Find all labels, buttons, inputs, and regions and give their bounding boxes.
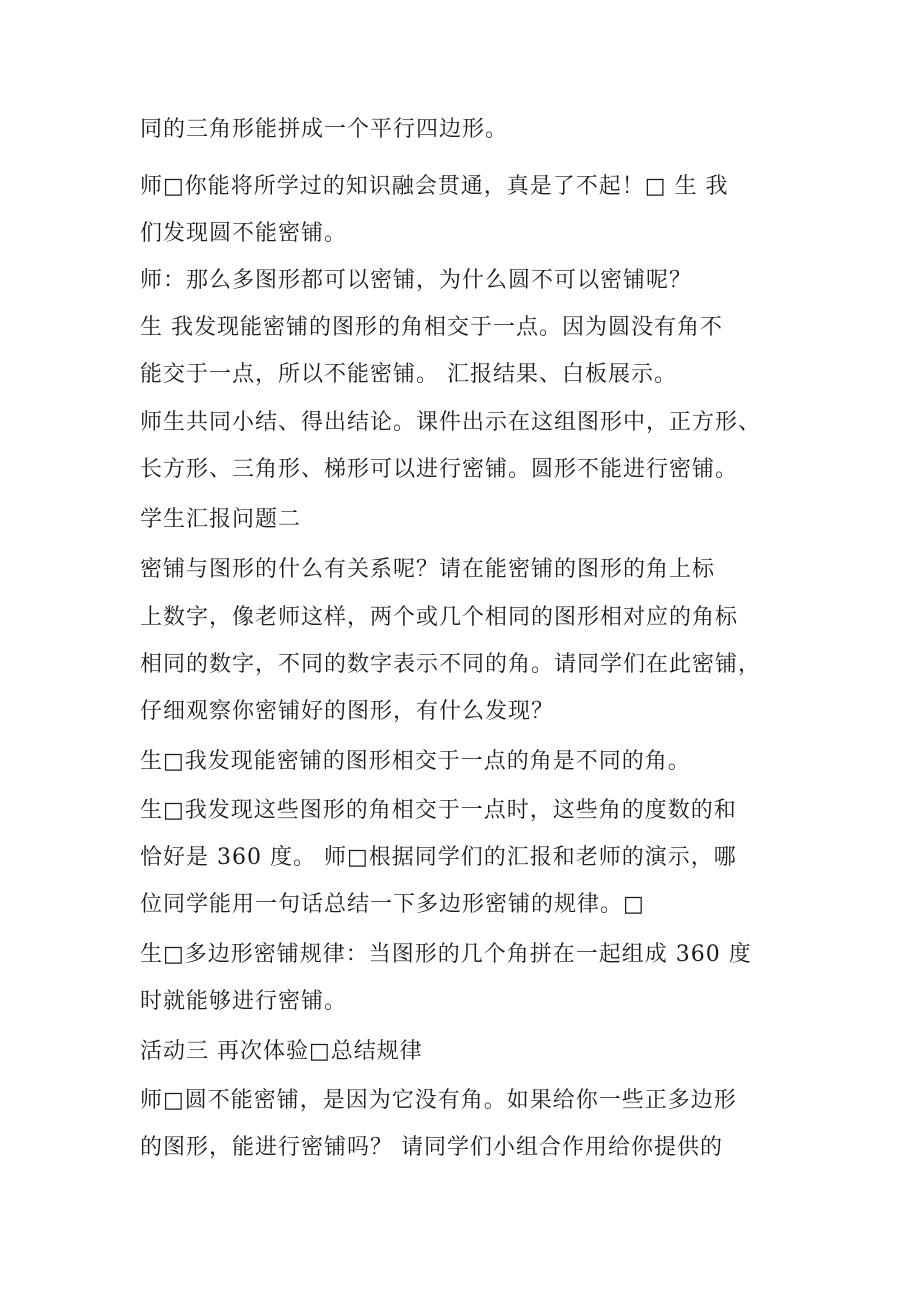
text-line: 仔细观察你密铺好的图形，有什么发现？ [140, 699, 555, 724]
text-line: 生□我发现这些图形的角相交于一点时，这些角的度数的和 [140, 798, 737, 823]
text-line: 同的三角形能拼成一个平行四边形。 [140, 117, 509, 142]
text-line: 能交于一点，所以不能密铺。 汇报结果、白板展示。 [140, 362, 677, 387]
text-line: 位同学能用一句话总结一下多边形密铺的规律。□ [140, 892, 645, 917]
text-line: 密铺与图形的什么有关系呢？请在能密铺的图形的角上标 [140, 557, 716, 582]
text-line: 师□你能将所学过的知识融会贯通，真是了不起！□ 生 我 [140, 174, 729, 199]
text-line: 相同的数字，不同的数字表示不同的角。请同学们在此密铺， [140, 652, 762, 677]
text-line: 师生共同小结、得出结论。课件出示在这组图形中，正方形、 [140, 410, 762, 435]
text-line: 师：那么多图形都可以密铺，为什么圆不可以密铺呢？ [140, 268, 693, 293]
text-line: 生 我发现能密铺的图形的角相交于一点。因为圆没有角不 [140, 315, 723, 340]
text-line: 上数字，像老师这样，两个或几个相同的图形相对应的角标 [140, 605, 739, 630]
text-line: 们发现圆不能密铺。 [140, 221, 348, 246]
text-line: 师□圆不能密铺，是因为它没有角。如果给你一些正多边形 [140, 1088, 737, 1113]
section-heading: 活动三 再次体验□总结规律 [140, 1039, 423, 1064]
section-heading: 学生汇报问题二 [140, 507, 302, 532]
text-line: 时就能够进行密铺。 [140, 989, 348, 1014]
text-line: 恰好是 360 度。 师□根据同学们的汇报和老师的演示，哪 [140, 845, 737, 870]
text-line: 生□多边形密铺规律：当图形的几个角拼在一起组成 360 度 [140, 942, 752, 967]
text-line: 的图形，能进行密铺吗？ 请同学们小组合作用给你提供的 [140, 1135, 723, 1160]
text-line: 长方形、三角形、梯形可以进行密铺。圆形不能进行密铺。 [140, 457, 739, 482]
text-line: 生□我发现能密铺的图形相交于一点的角是不同的角。 [140, 749, 691, 774]
